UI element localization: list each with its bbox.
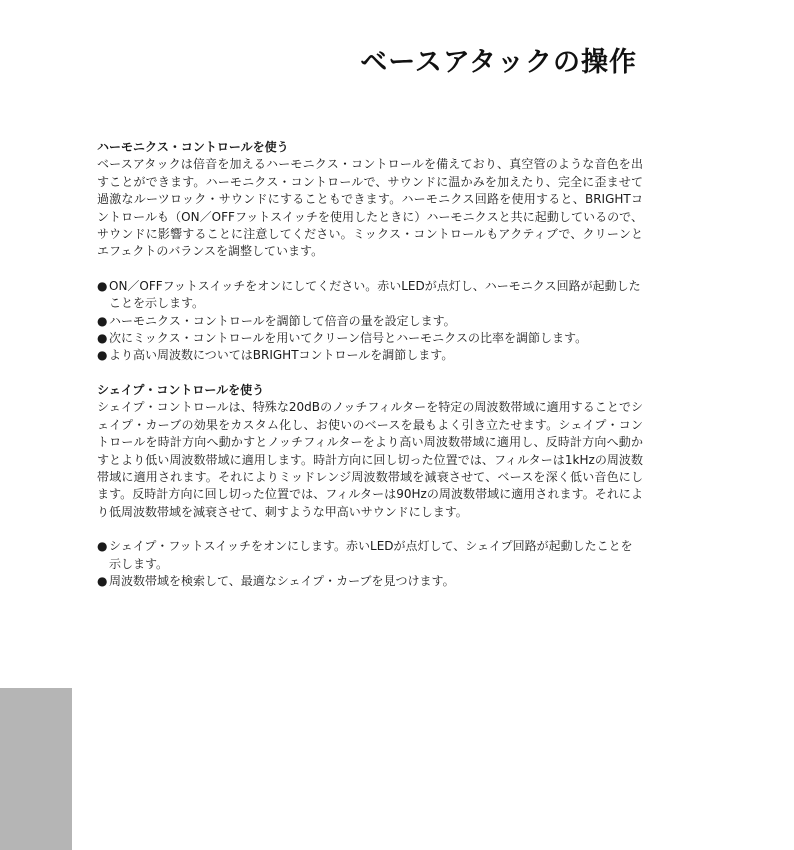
list-item-text: シェイプ・フットスイッチをオンにします。赤いLEDが点灯して、シェイプ回路が起動したことを示します。 (109, 539, 633, 571)
list-item (97, 313, 643, 330)
list-item-text: 次にミックス・コントロールを用いてクリーン信号とハーモニクスの比率を調節します。 (109, 331, 588, 346)
page-title: ベースアタックの操作 (360, 47, 637, 78)
list-item-text: より高い周波数についてはBRIGHTコントロールを調節します。 (109, 348, 454, 363)
spacer (97, 521, 643, 538)
list-item-text: 周波数帯域を検索して、最適なシェイプ・カーブを見つけます。 (109, 573, 455, 588)
bullet-icon: ● (97, 331, 108, 346)
bullet-icon: ● (97, 573, 108, 588)
paragraph-harmonics: ベースアタックは倍音を加えるハーモニクス・コントロールを備えており、真空管のような音色を出すことができます。ハーモニクス・コントロールで、サウンドに温かみを加えたり、完全に歪ませて過激なルーツロック・サウンドにすることもできます。ハーモニクス回路を使用すると、BRIGHTコントロールも（ON／OFFフットスイッチを使用したときに）ハーモニクスと共に起動しているので、サウンドに影響することに注意してください。ミックス・コントロールもアクティブで、クリーンとエフェクトのバランスを調整しています。 (97, 157, 643, 259)
section-heading-shape: シェイプ・コントロールを使う (97, 382, 265, 397)
bullet-icon: ● (97, 348, 108, 363)
list-item (97, 330, 643, 347)
bullet-icon: ● (97, 278, 108, 293)
list-item (97, 278, 643, 313)
section-heading-harmonics: ハーモニクス・コントロールを使う (97, 140, 289, 154)
list-item (97, 573, 643, 590)
bullet-list-harmonics (97, 278, 643, 365)
list-item-text: ON／OFFフットスイッチをオンにしてください。赤いLEDが点灯し、ハーモニクス回路が起動したことを示します。 (109, 278, 641, 311)
list-item (97, 347, 643, 364)
list-item-text: ハーモニクス・コントロールを調節して倍音の量を設定します。 (109, 313, 456, 328)
bullet-icon: ● (97, 313, 108, 328)
bullet-list-shape (97, 538, 643, 590)
side-tab (0, 688, 72, 850)
bullet-icon: ● (97, 539, 108, 554)
spacer (97, 261, 643, 278)
spacer (97, 365, 643, 382)
content-body (97, 139, 643, 590)
paragraph-shape: シェイプ・コントロールは、特殊な20dBのノッチフィルターを特定の周波数帯域に適用することでシェイプ・カーブの効果をカスタム化し、お使いのベースを最もよく引き立たせます。シェイプ・コントロールを時計方向へ動かすとノッチフィルターをより高い周波数帯域に適用し、反時計方向へ動かすとより低い周波数帯域に適用します。時計方向に回し切った位置では、フィルターは1kHzの周波数帯域に適用されます。それによりミッドレンジ周波数帯域を減衰させて、ベースを深く低い音色にします。反時計方向に回し切った位置では、フィルターは90Hzの周波数帯域に適用されます。それにより低周波数帯域を減衰させて、刺すような甲高いサウンドにします。 (97, 400, 643, 519)
list-item (97, 538, 643, 573)
